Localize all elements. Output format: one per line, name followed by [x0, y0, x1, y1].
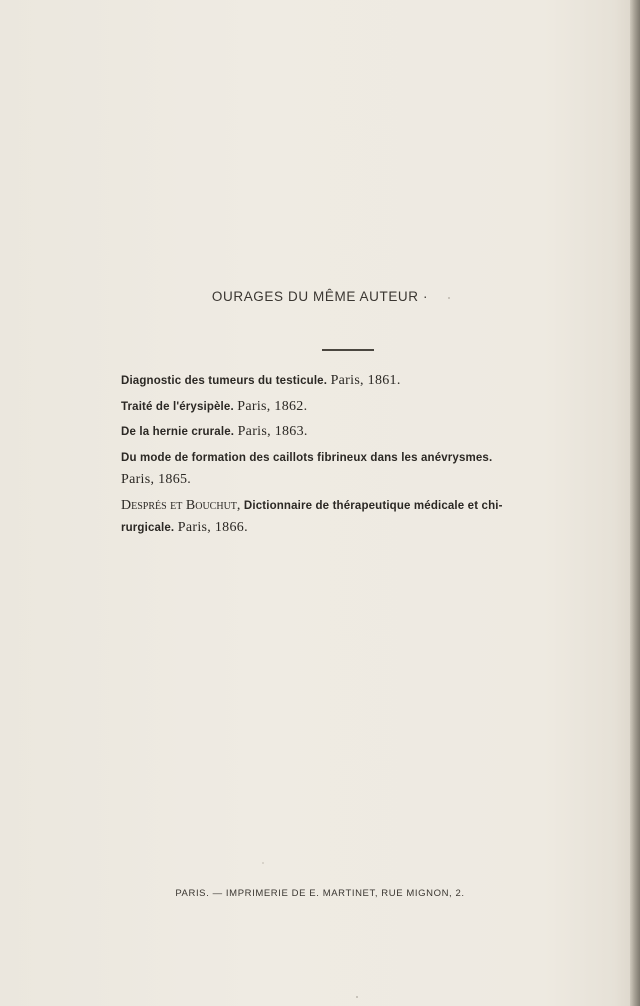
work-authors: Després et Bouchut,: [121, 497, 241, 513]
work-title-continuation: rurgicale.: [121, 522, 175, 534]
work-publication: Paris, 1862.: [237, 398, 308, 414]
heading-rule: [322, 349, 374, 351]
work-title: Diagnostic des tumeurs du testicule.: [121, 375, 328, 387]
work-title: Dictionnaire de thérapeutique médicale et chi-: [243, 499, 503, 512]
work-title: Traité de l'érysipèle.: [121, 400, 234, 413]
printer-imprint: PARIS. — IMPRIMERIE DE E. MARTINET, RUE MIGNON, 2.: [175, 888, 465, 899]
list-item: [121, 370, 621, 393]
paper-speck: [262, 862, 264, 864]
list-item: [121, 421, 621, 444]
list-item: [121, 495, 621, 540]
work-title: De la hernie crurale.: [121, 426, 235, 438]
work-publication: Paris, 1866.: [177, 520, 248, 535]
paper-speck: [356, 996, 358, 998]
work-publication: Paris, 1861.: [330, 373, 401, 388]
page-edge: [630, 0, 640, 1006]
work-title: Du mode de formation des caillots fibrineux dans les anévrysmes.: [121, 451, 493, 464]
list-item: [121, 447, 621, 492]
work-publication: Paris, 1863.: [237, 424, 308, 439]
works-list: [121, 370, 621, 543]
paper-speck: [448, 297, 450, 299]
list-item: [121, 396, 621, 419]
work-publication: Paris, 1865.: [121, 472, 192, 487]
page-heading: OURAGES DU MÊME AUTEUR ·: [211, 289, 429, 304]
